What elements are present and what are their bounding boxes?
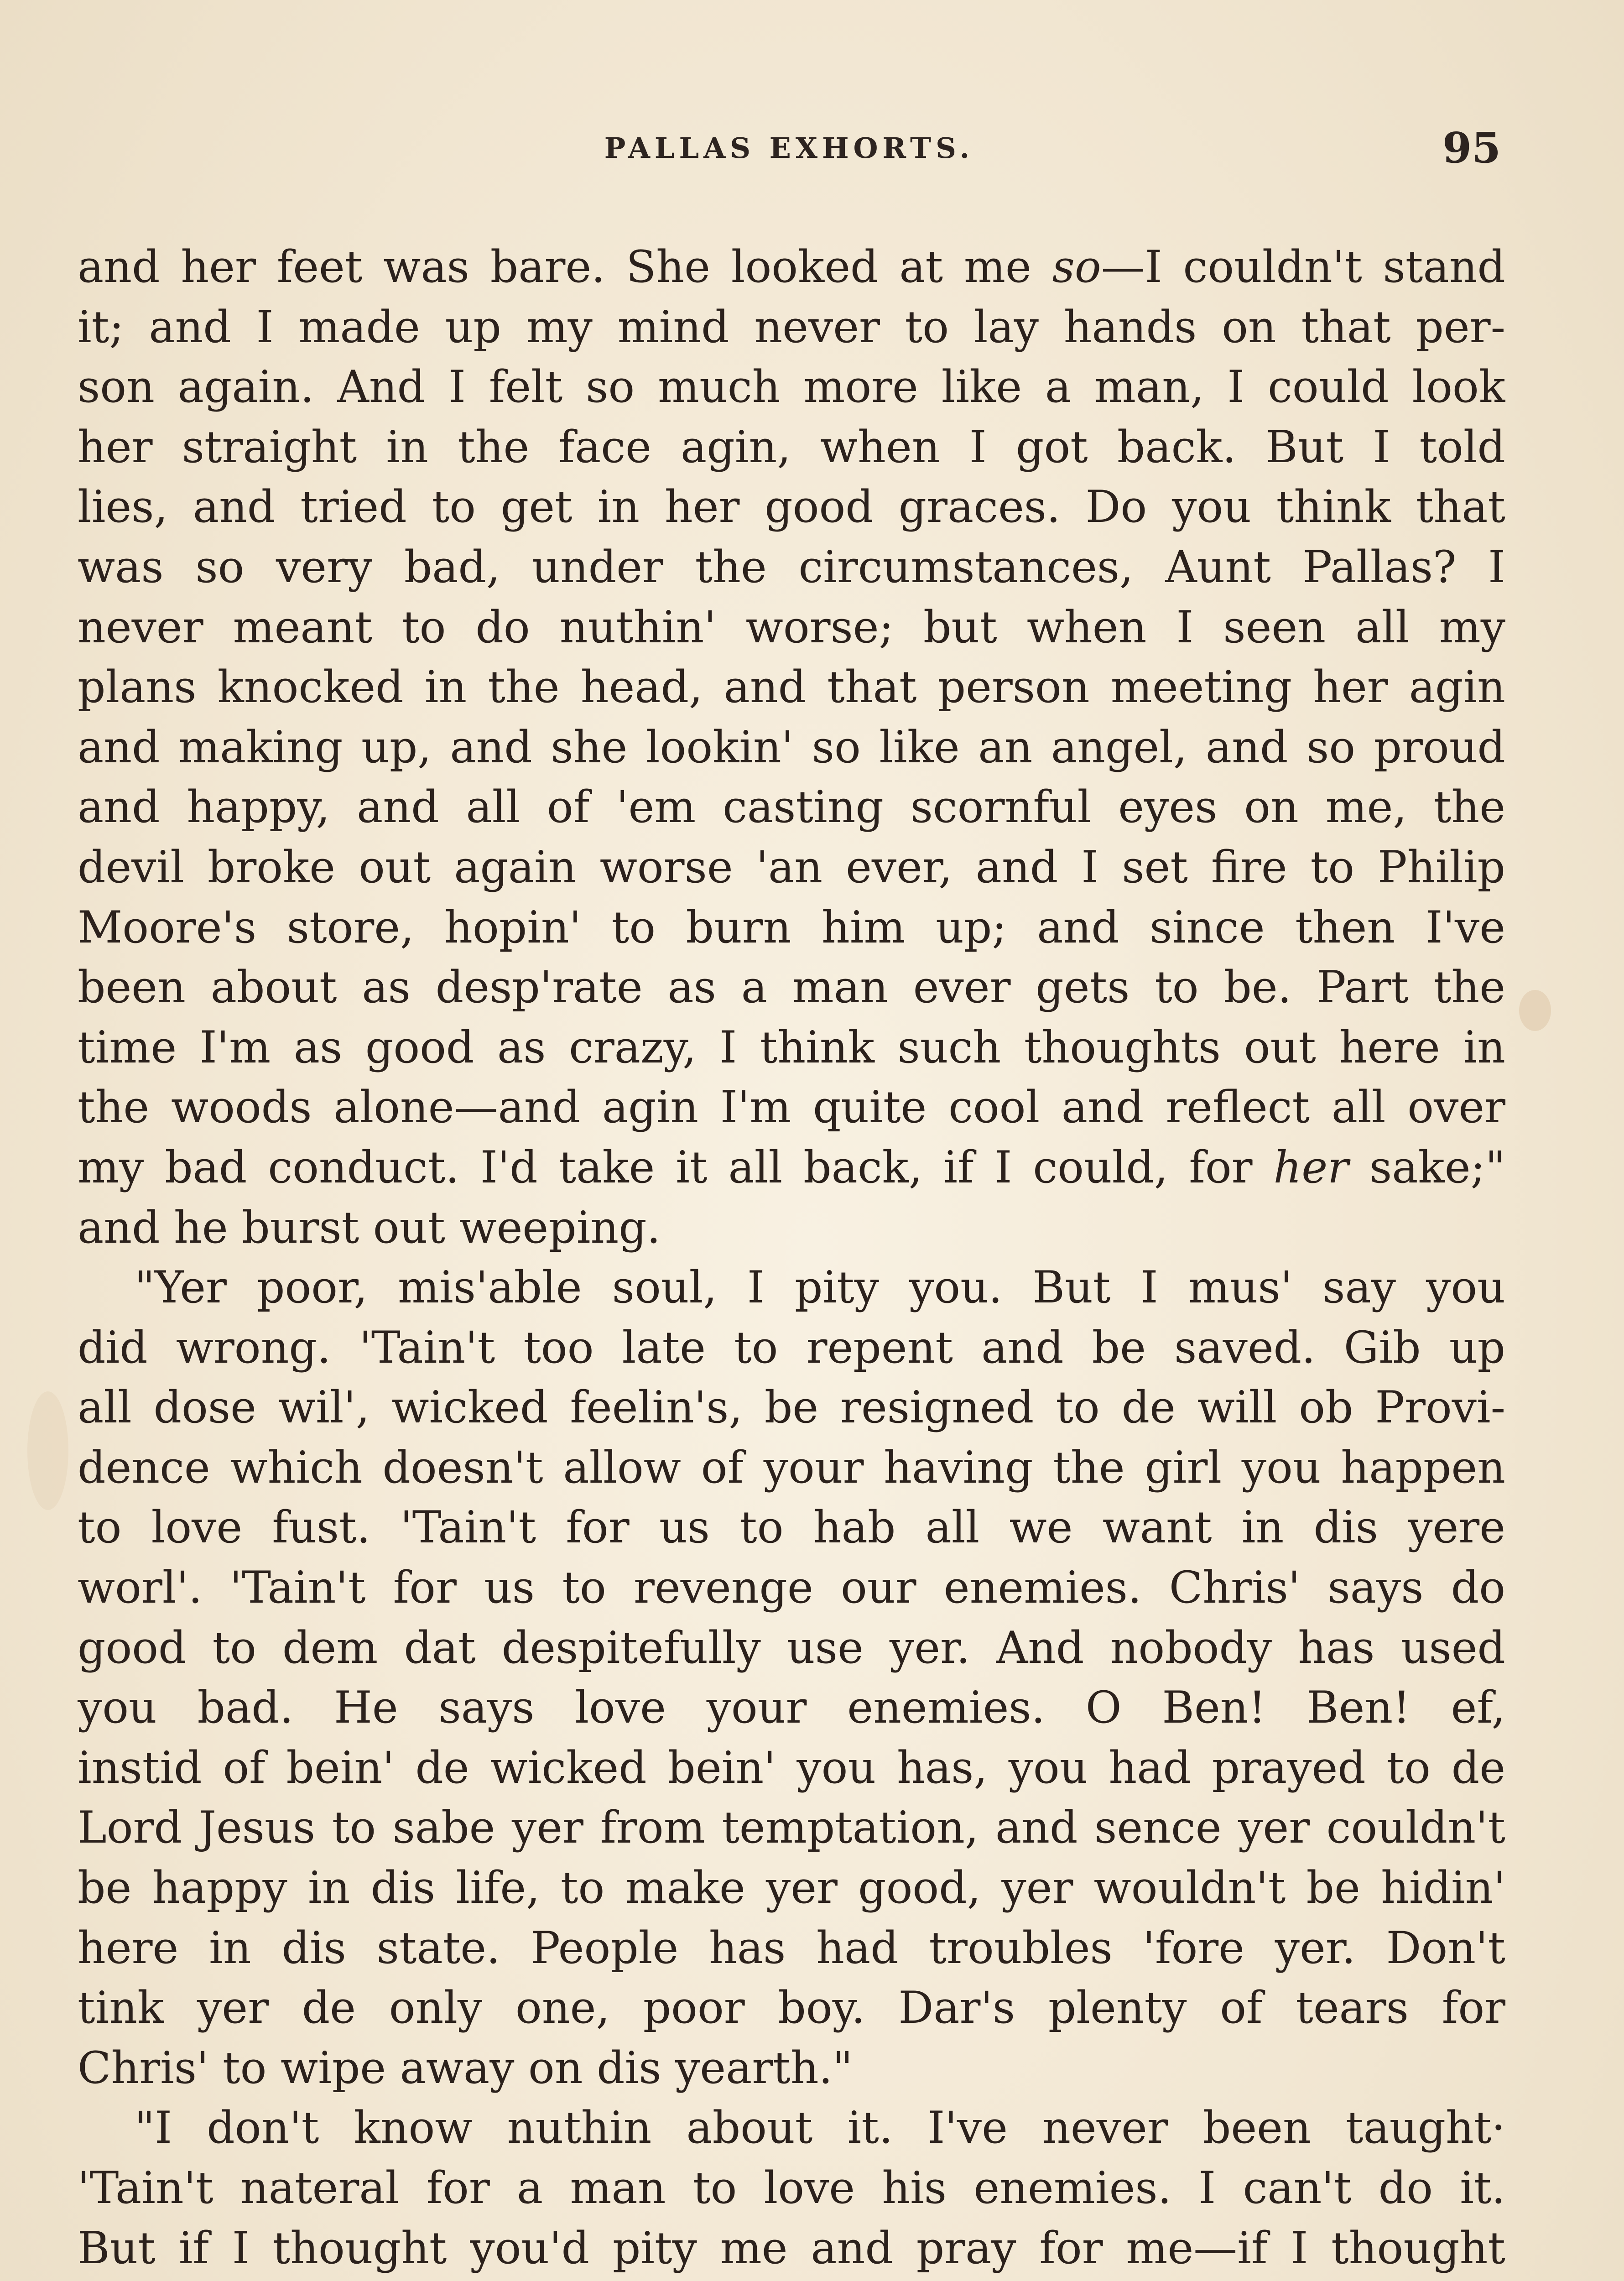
text-line: good to dem dat despitefully use yer. And nobody has used [78,1622,1505,1673]
text-line: did wrong. 'Tain't too late to repent and be saved. Gib up [78,1322,1505,1373]
text-line: "I don't know nuthin about it. I've never been taught· [135,2102,1505,2154]
text-line: lies, and tried to get in her good graces. Do you think that [78,481,1505,533]
text-line: to love fust. 'Tain't for us to hab all we want in dis yere [78,1502,1505,1553]
text-line: be happy in dis life, to make yer good, yer wouldn't be hidin' [78,1862,1505,1914]
page-number: 95 [1442,123,1501,172]
text-line: you bad. He says love your enemies. O Ben! Ben! ef, [78,1682,1505,1734]
paragraph [78,237,1505,1258]
text-line: Lord Jesus to sabe yer from temptation, and sence yer couldn't [78,1802,1505,1854]
text-line: and happy, and all of 'em casting scornful eyes on me, the [78,781,1505,833]
text-line: tink yer de only one, poor boy. Dar's plenty of tears for [78,1982,1505,2034]
text-line: 'Tain't nateral for a man to love his enemies. I can't do it. [78,2162,1505,2213]
text-line: But if I thought you'd pity me and pray for me—if I thought [78,2222,1505,2274]
running-head [78,123,1501,173]
text-line: my bad conduct. I'd take it all back, if I could, for her sake;" [78,1141,1505,1193]
text-line: devil broke out again worse 'an ever, and I set fire to Philip [78,841,1505,893]
text-line: the woods alone—and agin I'm quite cool and reflect all over [78,1082,1505,1133]
text-line: time I'm as good as crazy, I think such thoughts out here in [78,1021,1505,1073]
body-text [78,237,1505,2281]
running-title: PALLAS EXHORTS. [604,131,974,165]
text-line: Chris' to wipe away on dis yearth." [78,2042,853,2094]
text-line: it; and I made up my mind never to lay hands on that per- [78,301,1505,353]
text-line: "Yer poor, mis'able soul, I pity you. But I mus' say you [135,1262,1505,1313]
text-line: and her feet was bare. She looked at me so—I couldn't stand [78,241,1505,292]
text-line: and he burst out weeping. [78,1202,661,1253]
text-line: was so very bad, under the circumstances, Aunt Pallas? I [78,541,1505,593]
text-line: son again. And I felt so much more like a man, I could look [78,361,1505,413]
paragraph [78,1258,1505,2098]
text-line: been about as desp'rate as a man ever gets to be. Part the [78,962,1505,1013]
text-line: here in dis state. People has had troubles 'fore yer. Don't [78,1922,1505,1974]
text-line: and making up, and she lookin' so like an angel, and so proud [78,721,1505,773]
text-line: never meant to do nuthin' worse; but when I seen all my [78,601,1505,653]
text-line: worl'. 'Tain't for us to revenge our enemies. Chris' says do [78,1562,1505,1614]
text-line: dence which doesn't allow of your having the girl you happen [78,1442,1505,1493]
text-line [78,2278,1505,2281]
paragraph [78,2098,1505,2281]
text-line: her straight in the face agin, when I got back. But I told [78,421,1505,473]
text-line: Moore's store, hopin' to burn him up; and since then I've [78,901,1505,953]
text-line: all dose wil', wicked feelin's, be resigned to de will ob Provi- [78,1382,1505,1433]
paper-stain [1519,990,1551,1031]
text-line: instid of bein' de wicked bein' you has, you had prayed to de [78,1742,1505,1793]
paper-stain [27,1391,68,1510]
text-line: plans knocked in the head, and that person meeting her agin [78,661,1505,713]
